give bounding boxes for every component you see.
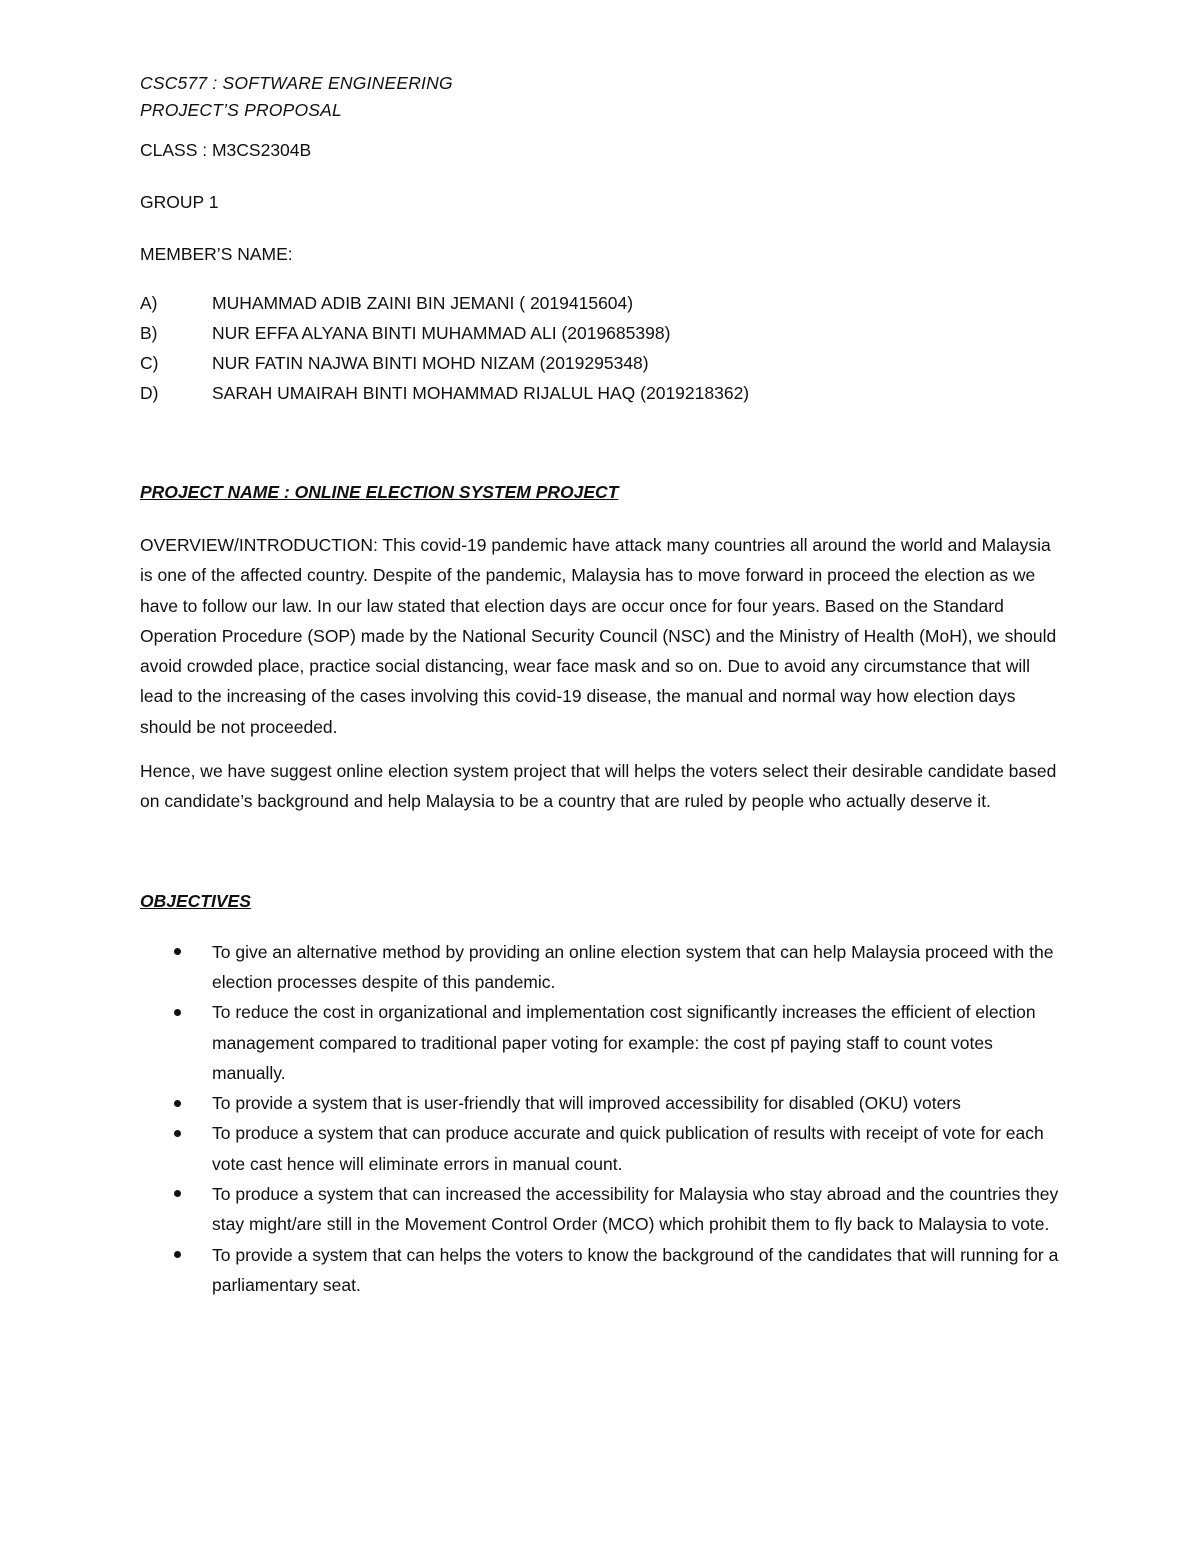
bullet-icon [140,1179,212,1240]
member-letter: B) [140,323,158,343]
project-name-heading: PROJECT NAME : ONLINE ELECTION SYSTEM PROJECT [140,482,619,502]
overview-paragraph: OVERVIEW/INTRODUCTION: This covid-19 pandemic have attack many countries all around the world and Malaysia is one of the affected country. Despite of the pandemic, Malaysia has to move forward in proceed the election as we have to follow our law. In our law stated that election days are occur once for four years. Based on the Standard Operation Procedure (SOP) made by the National Security Council (NSC) and the Ministry of Health (MoH), we should avoid crowded place, practice social distancing, wear face mask and so on. Due to avoid any circumstance that will lead to the increasing of the cases involving this covid-19 disease, the manual and normal way how election days should be not proceeded. [140,535,1057,737]
objective-text: To reduce the cost in organizational and implementation cost significantly increases the efficient of election management compared to traditional paper voting for example: the cost pf paying staff to count votes manually. [212,1002,1036,1083]
list-item [140,937,1060,998]
member-name: NUR FATIN NAJWA BINTI MOHD NIZAM (2019295348) [212,353,649,373]
member-name: MUHAMMAD ADIB ZAINI BIN JEMANI ( 2019415604) [212,293,634,313]
list-item [140,288,1060,318]
suggestion-paragraph: Hence, we have suggest online election system project that will helps the voters select their desirable candidate based on candidate’s background and help Malaysia to be a country that are ruled by people who actually deserve it. [140,761,1057,812]
member-name: NUR EFFA ALYANA BINTI MUHAMMAD ALI (2019685398) [212,323,671,343]
member-letter: D) [140,383,159,403]
list-item [140,997,1060,1088]
objective-text: To provide a system that can helps the voters to know the background of the candidates that will running for a parliamentary seat. [212,1244,1059,1295]
class-code: CLASS : M3CS2304B [140,140,312,160]
member-letter: A) [140,293,158,313]
member-list [140,288,1060,408]
list-item [140,1179,1060,1240]
list-item [140,348,1060,378]
objectives-heading: OBJECTIVES [140,890,251,911]
bullet-icon [140,1088,212,1118]
objective-text: To produce a system that can produce accurate and quick publication of results with receipt of vote for each vote cast hence will eliminate errors in manual count. [212,1123,1044,1174]
members-label: MEMBER’S NAME: [140,244,293,264]
list-item [140,378,1060,408]
objectives-list [140,937,1060,1301]
document-type: PROJECT’S PROPOSAL [140,100,342,120]
member-letter: C) [140,353,159,373]
member-name: SARAH UMAIRAH BINTI MOHAMMAD RIJALUL HAQ (2019218362) [212,383,750,403]
objective-text: To produce a system that can increased the accessibility for Malaysia who stay abroad and the countries they stay might/are still in the Movement Control Order (MCO) which prohibit them to fly back to Malaysia to vote. [212,1184,1059,1235]
list-item [140,1118,1060,1179]
bullet-icon [140,937,212,998]
objective-text: To give an alternative method by providing an online election system that can help Malaysia proceed with the election processes despite of this pandemic. [212,941,1054,992]
objective-text: To provide a system that is user-friendly that will improved accessibility for disabled (OKU) voters [212,1093,961,1114]
bullet-icon [140,997,212,1088]
bullet-icon [140,1240,212,1301]
list-item [140,1088,1060,1118]
course-title: CSC577 : SOFTWARE ENGINEERING [140,73,453,93]
list-item [140,318,1060,348]
group-number: GROUP 1 [140,192,219,212]
list-item [140,1240,1060,1301]
bullet-icon [140,1118,212,1179]
